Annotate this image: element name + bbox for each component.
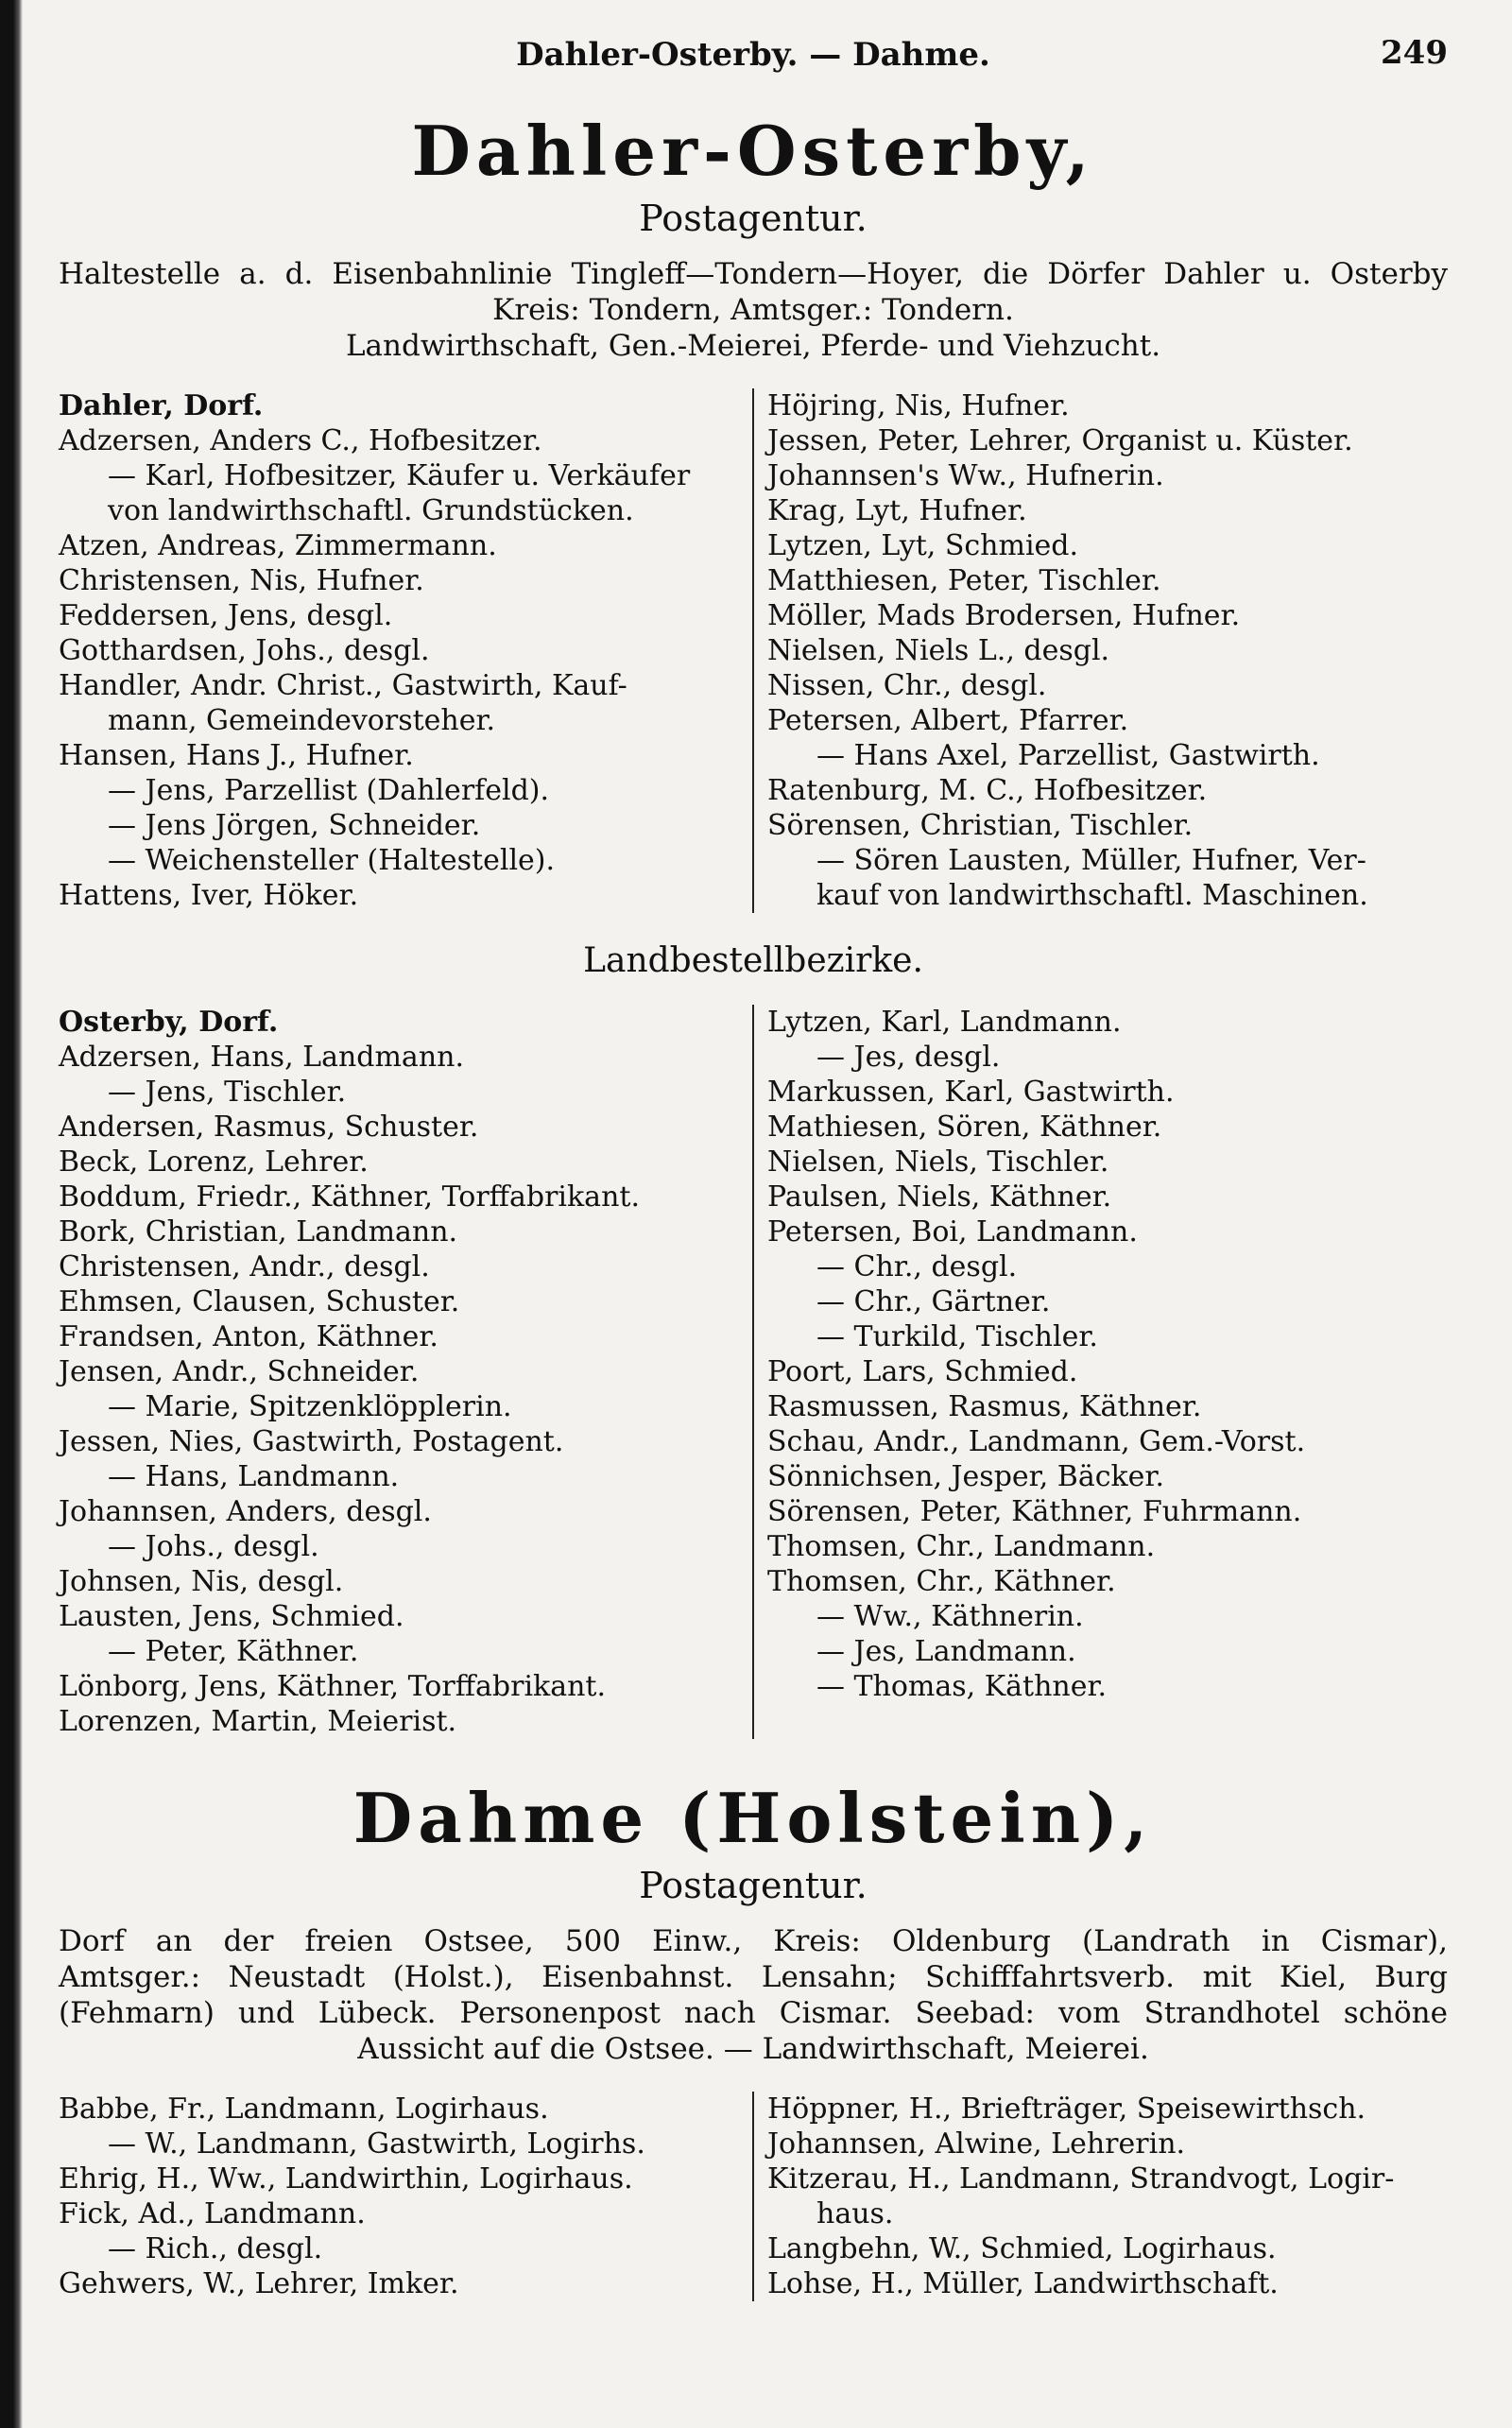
description-line: Aussicht auf die Ostsee. — Landwirthschaft, Meierei.	[357, 2032, 1149, 2067]
directory-entry: Langbehn, W., Schmied, Logirhaus.	[767, 2232, 1277, 2266]
directory-entry: Johannsen, Anders, desgl.	[59, 1495, 432, 1529]
directory-entry: Paulsen, Niels, Käthner.	[767, 1180, 1112, 1214]
page-number: 249	[1381, 34, 1448, 72]
directory-entry: Schau, Andr., Landmann, Gem.-Vorst.	[767, 1425, 1306, 1459]
directory-entry: — Jens, Parzellist (Dahlerfeld).	[108, 774, 550, 808]
directory-entry: Frandsen, Anton, Käthner.	[59, 1320, 438, 1354]
entries-columns	[59, 388, 1448, 913]
left-column	[59, 2092, 752, 2301]
directory-entry: Matthiesen, Peter, Tischler.	[767, 564, 1161, 598]
directory-entry: Johannsen's Ww., Hufnerin.	[767, 459, 1164, 493]
directory-entry: Handler, Andr. Christ., Gastwirth, Kauf-	[59, 669, 627, 703]
directory-entry: Petersen, Albert, Pfarrer.	[767, 704, 1129, 738]
directory-entry: Sörensen, Peter, Käthner, Fuhrmann.	[767, 1495, 1302, 1529]
directory-entry: — Weichensteller (Haltestelle).	[108, 844, 556, 878]
directory-entry: — Chr., Gärtner.	[816, 1285, 1051, 1319]
directory-entry: Kitzerau, H., Landmann, Strandvogt, Logir-	[767, 2162, 1395, 2196]
directory-entry: Ehmsen, Clausen, Schuster.	[59, 1285, 460, 1319]
directory-entry: Krag, Lyt, Hufner.	[767, 494, 1027, 528]
directory-entry: Lausten, Jens, Schmied.	[59, 1600, 404, 1634]
section-heading-landbestellbezirke: Landbestellbezirke.	[583, 941, 923, 981]
directory-entry: — Karl, Hofbesitzer, Käufer u. Verkäufer	[108, 459, 691, 493]
directory-entry: Christensen, Andr., desgl.	[59, 1250, 430, 1284]
directory-entry: von landwirthschaftl. Grundstücken.	[108, 494, 634, 528]
directory-entry: Jessen, Nies, Gastwirth, Postagent.	[59, 1425, 564, 1459]
directory-entry: Höppner, H., Briefträger, Speisewirthsch.	[767, 2092, 1366, 2127]
place-description	[59, 256, 1448, 364]
directory-entry: Lytzen, Lyt, Schmied.	[767, 529, 1079, 563]
directory-page	[59, 28, 1448, 2301]
place-description	[59, 1923, 1448, 2067]
directory-entry: — Sören Lausten, Müller, Hufner, Ver-	[816, 844, 1366, 878]
directory-entry: Hattens, Iver, Höker.	[59, 879, 359, 913]
directory-entry: — Jes, desgl.	[816, 1041, 1001, 1075]
directory-entry: Gotthardsen, Johs., desgl.	[59, 634, 430, 668]
running-title: Dahler-Osterby. — Dahme.	[516, 36, 990, 74]
description-line: (Fehmarn) und Lübeck. Personenpost nach Cismar. Seebad: vom Strandhotel schöne	[59, 1996, 1448, 2031]
right-column	[752, 1005, 1448, 1739]
description-line: Amtsger.: Neustadt (Holst.), Eisenbahnst. Lensahn; Schifffahrtsverb. mit Kiel, Burg	[59, 1960, 1448, 1995]
directory-entry: Atzen, Andreas, Zimmermann.	[59, 529, 497, 563]
directory-entry: Boddum, Friedr., Käthner, Torffabrikant.	[59, 1180, 640, 1214]
directory-entry: Babbe, Fr., Landmann, Logirhaus.	[59, 2092, 549, 2127]
description-line: Landwirthschaft, Gen.-Meierei, Pferde- und Viehzucht.	[345, 329, 1161, 364]
village-heading: Dahler, Dorf.	[59, 389, 264, 423]
directory-entry: Thomsen, Chr., Käthner.	[767, 1565, 1116, 1599]
directory-entry: Adzersen, Hans, Landmann.	[59, 1041, 464, 1075]
directory-entry: kauf von landwirthschaftl. Maschinen.	[816, 879, 1368, 913]
directory-entry: Thomsen, Chr., Landmann.	[767, 1530, 1156, 1564]
directory-entry: Christensen, Nis, Hufner.	[59, 564, 424, 598]
directory-entry: Petersen, Boi, Landmann.	[767, 1215, 1138, 1249]
place-subtitle: Postagentur.	[639, 1865, 868, 1907]
directory-entry: — Chr., desgl.	[816, 1250, 1018, 1284]
directory-entry: Jensen, Andr., Schneider.	[59, 1355, 420, 1389]
entries-columns	[59, 2092, 1448, 2301]
right-column	[752, 2092, 1448, 2301]
directory-entry: Andersen, Rasmus, Schuster.	[59, 1111, 479, 1145]
directory-entry: — Jens, Tischler.	[108, 1076, 347, 1110]
directory-entry: Möller, Mads Brodersen, Hufner.	[767, 599, 1241, 633]
directory-entry: Lönborg, Jens, Käthner, Torffabrikant.	[59, 1670, 607, 1704]
book-spine-shadow	[0, 0, 23, 2428]
directory-entry: Mathiesen, Sören, Käthner.	[767, 1111, 1162, 1145]
directory-entry: — Hans Axel, Parzellist, Gastwirth.	[816, 739, 1320, 773]
village-heading: Osterby, Dorf.	[59, 1006, 279, 1040]
directory-entry: Jessen, Peter, Lehrer, Organist u. Küster.	[767, 424, 1353, 458]
directory-entry: Nielsen, Niels L., desgl.	[767, 634, 1110, 668]
running-head	[59, 28, 1448, 85]
directory-entry: mann, Gemeindevorsteher.	[108, 704, 496, 738]
directory-entry: Lorenzen, Martin, Meierist.	[59, 1705, 457, 1739]
place-subtitle: Postagentur.	[639, 198, 868, 240]
directory-entry: Adzersen, Anders C., Hofbesitzer.	[59, 424, 542, 458]
directory-entry: Höjring, Nis, Hufner.	[767, 389, 1070, 423]
directory-entry: — Turkild, Tischler.	[816, 1320, 1098, 1354]
place-title-dahme: Dahme (Holstein),	[352, 1778, 1154, 1859]
directory-entry: Hansen, Hans J., Hufner.	[59, 739, 414, 773]
directory-entry: Sönnichsen, Jesper, Bäcker.	[767, 1460, 1165, 1494]
right-column	[752, 388, 1448, 913]
directory-entry: Nissen, Chr., desgl.	[767, 669, 1047, 703]
directory-entry: — Thomas, Käthner.	[816, 1670, 1108, 1704]
directory-entry: Ratenburg, M. C., Hofbesitzer.	[767, 774, 1208, 808]
directory-entry: Nielsen, Niels, Tischler.	[767, 1145, 1109, 1180]
directory-entry: Gehwers, W., Lehrer, Imker.	[59, 2267, 459, 2301]
description-line: Kreis: Tondern, Amtsger.: Tondern.	[492, 293, 1014, 328]
directory-entry: Johnsen, Nis, desgl.	[59, 1565, 344, 1599]
directory-entry: — Marie, Spitzenklöpplerin.	[108, 1390, 512, 1424]
description-line: Dorf an der freien Ostsee, 500 Einw., Kreis: Oldenburg (Landrath in Cismar),	[59, 1924, 1448, 1959]
directory-entry: Poort, Lars, Schmied.	[767, 1355, 1078, 1389]
directory-entry: Lohse, H., Müller, Landwirthschaft.	[767, 2267, 1279, 2301]
directory-entry: Bork, Christian, Landmann.	[59, 1215, 458, 1249]
directory-entry: Sörensen, Christian, Tischler.	[767, 809, 1194, 843]
entries-columns	[59, 1005, 1448, 1739]
description-line: Haltestelle a. d. Eisenbahnlinie Tingleff—Tondern—Hoyer, die Dörfer Dahler u. Osterby	[59, 257, 1448, 292]
directory-entry: — Hans, Landmann.	[108, 1460, 400, 1494]
directory-entry: Rasmussen, Rasmus, Käthner.	[767, 1390, 1202, 1424]
directory-entry: — Rich., desgl.	[108, 2232, 323, 2266]
directory-entry: — Ww., Käthnerin.	[816, 1600, 1084, 1634]
directory-entry: Johannsen, Alwine, Lehrerin.	[767, 2127, 1186, 2161]
directory-entry: haus.	[816, 2197, 894, 2231]
directory-entry: Fick, Ad., Landmann.	[59, 2197, 366, 2231]
directory-entry: Feddersen, Jens, desgl.	[59, 599, 393, 633]
directory-entry: — Jens Jörgen, Schneider.	[108, 809, 481, 843]
left-column	[59, 388, 752, 913]
directory-entry: — Peter, Käthner.	[108, 1635, 359, 1669]
directory-entry: Ehrig, H., Ww., Landwirthin, Logirhaus.	[59, 2162, 633, 2196]
directory-entry: — Johs., desgl.	[108, 1530, 319, 1564]
left-column	[59, 1005, 752, 1739]
directory-entry: Beck, Lorenz, Lehrer.	[59, 1145, 369, 1180]
directory-entry: — Jes, Landmann.	[816, 1635, 1076, 1669]
directory-entry: — W., Landmann, Gastwirth, Logirhs.	[108, 2127, 645, 2161]
place-title-dahler-osterby: Dahler-Osterby,	[411, 111, 1095, 191]
directory-entry: Lytzen, Karl, Landmann.	[767, 1006, 1122, 1040]
directory-entry: Markussen, Karl, Gastwirth.	[767, 1076, 1175, 1110]
